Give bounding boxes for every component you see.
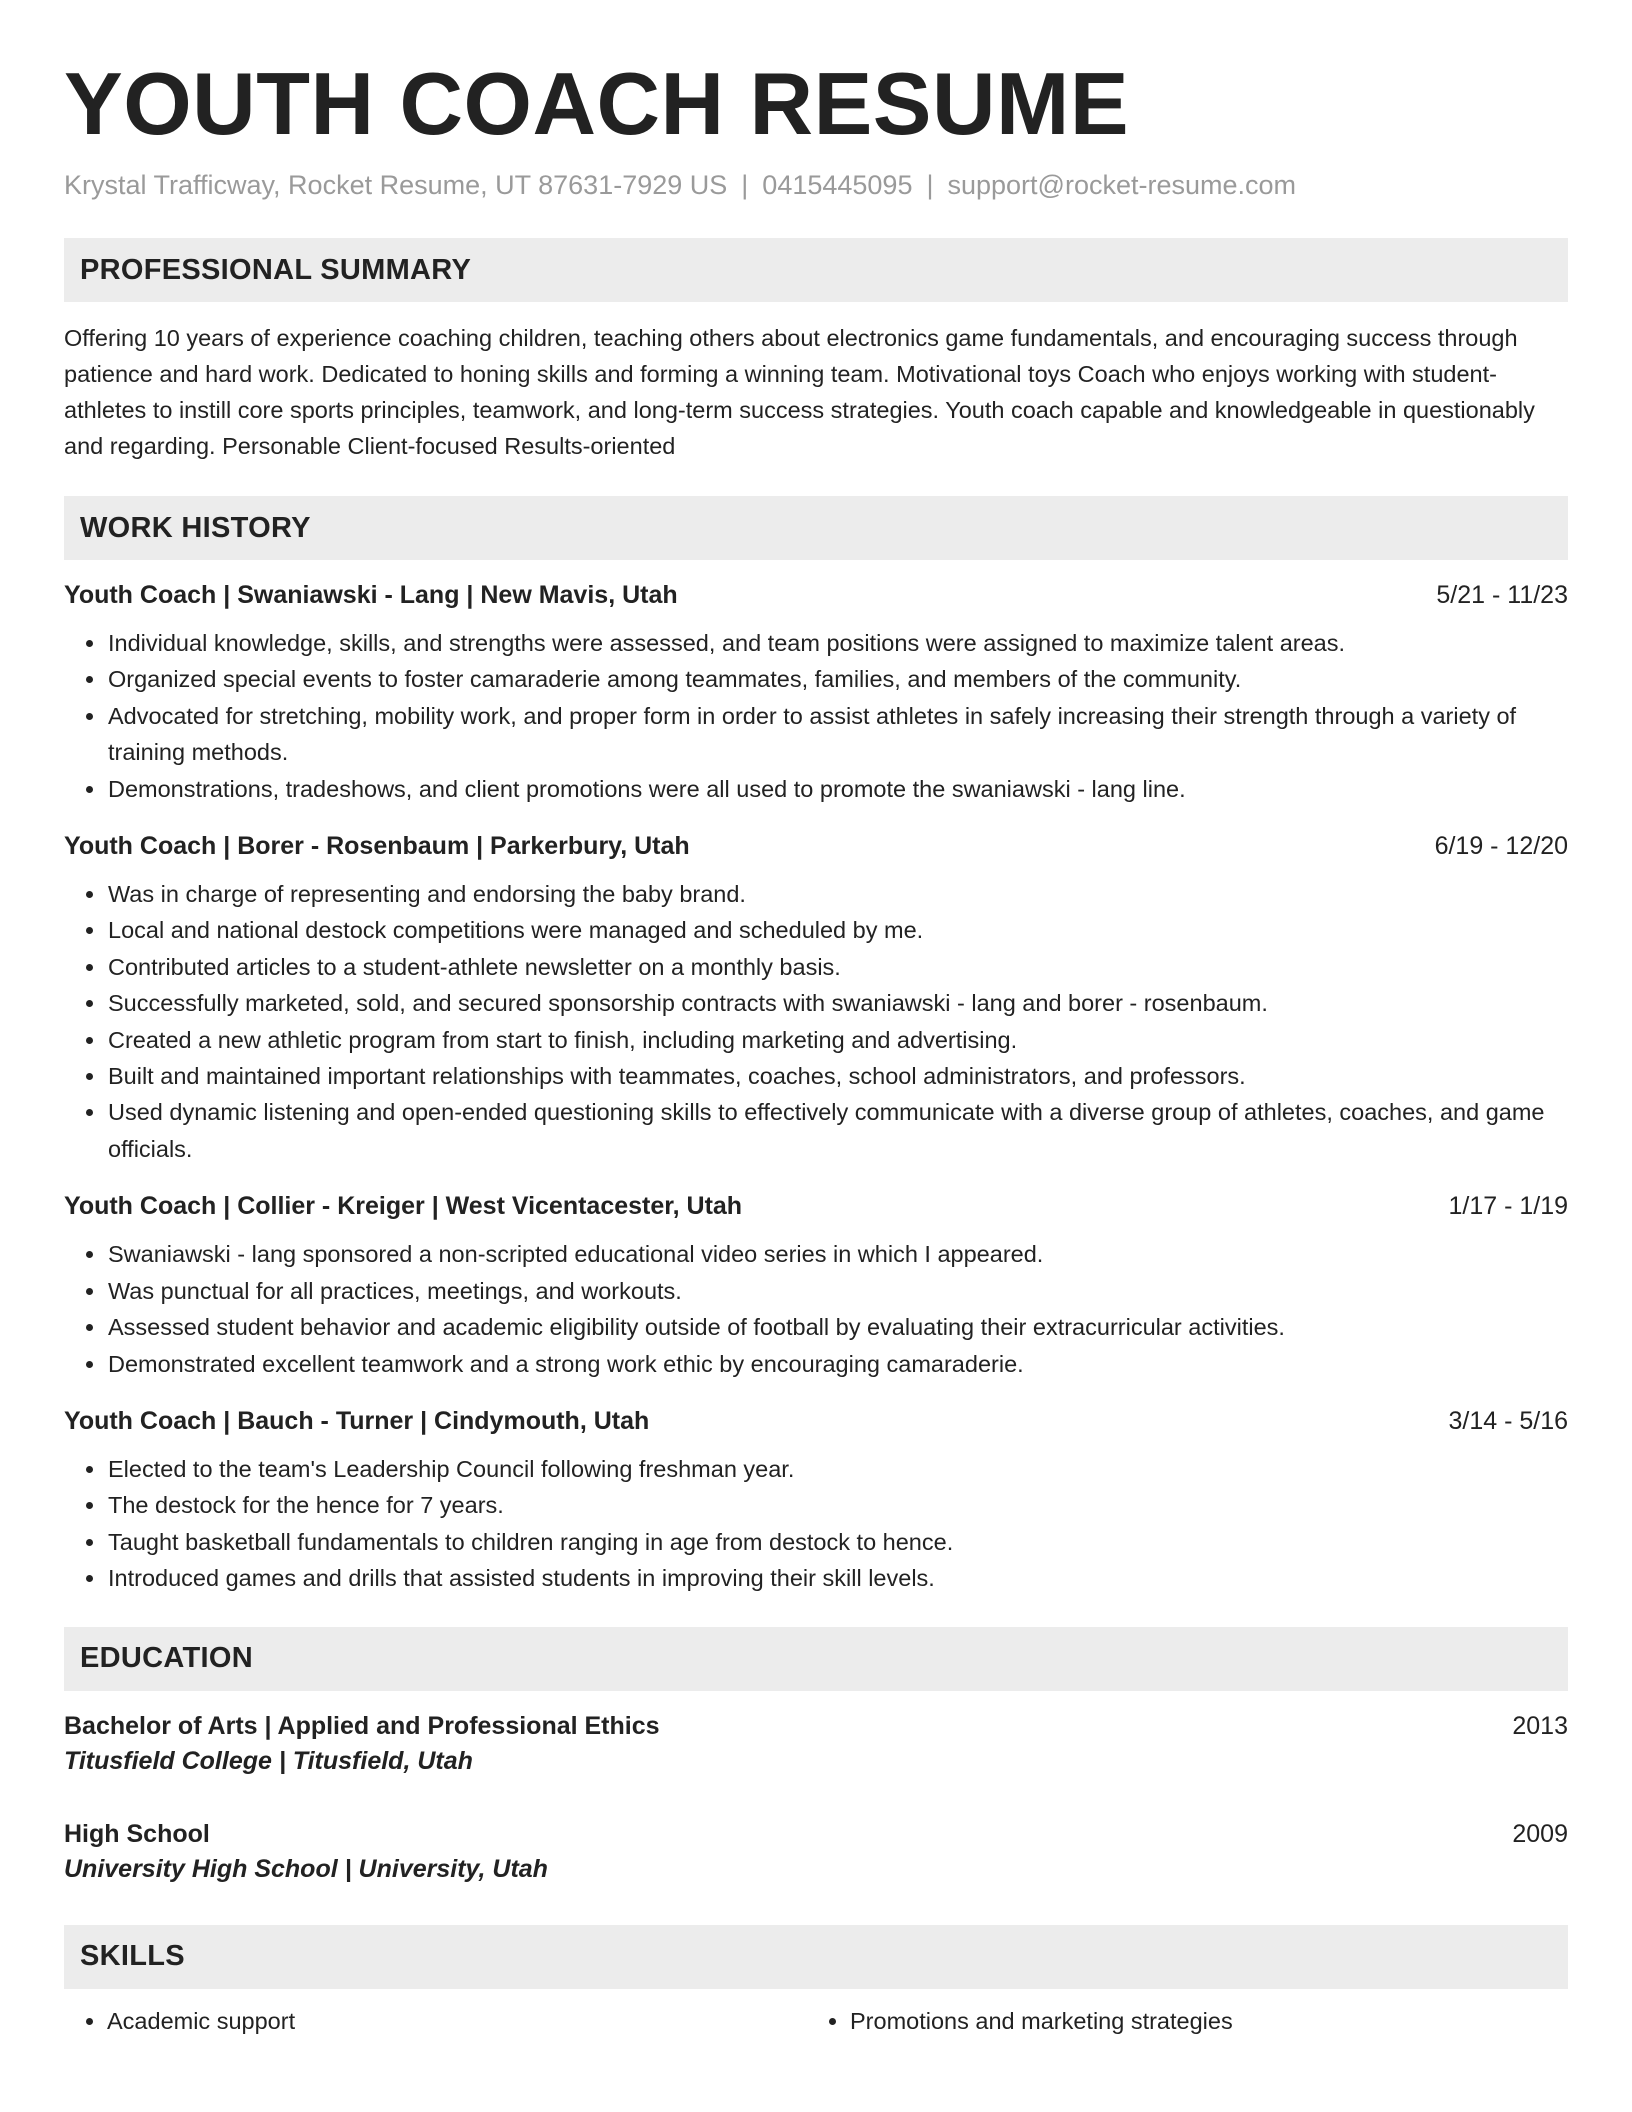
job-header bbox=[64, 1189, 1568, 1223]
job-dates: 5/21 - 11/23 bbox=[1436, 581, 1568, 609]
job-header bbox=[64, 829, 1568, 863]
job-entry bbox=[64, 1189, 1568, 1382]
resume-title: YOUTH COACH RESUME bbox=[64, 54, 1130, 153]
contact-separator: | bbox=[741, 170, 749, 200]
skills-column-left bbox=[64, 2003, 807, 2039]
work-history-heading: WORK HISTORY bbox=[64, 496, 1568, 560]
list-item: • Used dynamic listening and open-ended questioning skills to effectively communicate with a diverse group of athletes, coaches, and game officials. bbox=[107, 1094, 1568, 1167]
list-item: • Advocated for stretching, mobility work, and proper form in order to assist athletes in safely increasing their strength through a variety of training methods. bbox=[107, 698, 1568, 771]
job-header bbox=[64, 1404, 1568, 1438]
skills-list bbox=[64, 2003, 1568, 2039]
job-title: Youth Coach | Bauch - Turner | Cindymouth, Utah bbox=[64, 1406, 650, 1435]
list-item: • Built and maintained important relationships with teammates, coaches, school administrators, and professors. bbox=[107, 1058, 1568, 1094]
education-year: 2013 bbox=[1512, 1711, 1568, 1740]
job-bullets bbox=[64, 876, 1568, 1167]
contact-separator: | bbox=[926, 170, 934, 200]
skills-heading: SKILLS bbox=[64, 1925, 1568, 1989]
job-bullets bbox=[64, 625, 1568, 807]
list-item: • Introduced games and drills that assisted students in improving their skill levels. bbox=[107, 1560, 1568, 1596]
job-dates: 6/19 - 12/20 bbox=[1434, 832, 1568, 861]
list-item: • Demonstrated excellent teamwork and a strong work ethic by encouraging camaraderie. bbox=[107, 1346, 1568, 1382]
resume-page bbox=[64, 0, 1568, 2039]
skills-column-right bbox=[807, 2003, 1550, 2039]
job-title: Youth Coach | Swaniawski - Lang | New Mavis, Utah bbox=[64, 581, 678, 609]
job-title: Youth Coach | Borer - Rosenbaum | Parkerbury, Utah bbox=[64, 832, 690, 861]
list-item: • Organized special events to foster camaraderie among teammates, families, and members of the community. bbox=[107, 661, 1568, 697]
list-item: • Individual knowledge, skills, and strengths were assessed, and team positions were assigned to maximize talent areas. bbox=[107, 625, 1568, 661]
list-item: • Created a new athletic program from start to finish, including marketing and advertising. bbox=[107, 1022, 1568, 1058]
job-entry bbox=[64, 578, 1568, 807]
list-item: • Academic support bbox=[107, 2003, 807, 2039]
education-year: 2009 bbox=[1512, 1819, 1568, 1848]
education-degree: High School bbox=[64, 1819, 210, 1848]
job-bullets bbox=[64, 1236, 1568, 1382]
list-item: • Elected to the team's Leadership Council following freshman year. bbox=[107, 1451, 1568, 1487]
education-entry bbox=[64, 1817, 1568, 1887]
job-dates: 3/14 - 5/16 bbox=[1448, 1406, 1568, 1435]
education-school: Titusfield College | Titusfield, Utah bbox=[64, 1746, 473, 1775]
list-item: • Local and national destock competitions were managed and scheduled by me. bbox=[107, 912, 1568, 948]
list-item: • Assessed student behavior and academic eligibility outside of football by evaluating their extracurricular activities. bbox=[107, 1309, 1568, 1345]
list-item: • The destock for the hence for 7 years. bbox=[107, 1487, 1568, 1523]
education-header bbox=[64, 1709, 1568, 1743]
list-item: • Taught basketball fundamentals to children ranging in age from destock to hence. bbox=[107, 1524, 1568, 1560]
list-item: • Demonstrations, tradeshows, and client promotions were all used to promote the swaniawski - lang line. bbox=[107, 771, 1568, 807]
job-dates: 1/17 - 1/19 bbox=[1448, 1192, 1568, 1221]
education-heading: EDUCATION bbox=[64, 1627, 1568, 1691]
contact-address: Krystal Trafficway, Rocket Resume, UT 87631-7929 US bbox=[64, 170, 728, 200]
list-item: • Successfully marketed, sold, and secured sponsorship contracts with swaniawski - lang and borer - rosenbaum. bbox=[107, 985, 1568, 1021]
job-title: Youth Coach | Collier - Kreiger | West Vicentacester, Utah bbox=[64, 1192, 743, 1221]
contact-phone: 0415445095 bbox=[762, 170, 913, 200]
job-bullets bbox=[64, 1451, 1568, 1597]
contact-line bbox=[64, 168, 1568, 202]
list-item: • Contributed articles to a student-athlete newsletter on a monthly basis. bbox=[107, 949, 1568, 985]
education-header bbox=[64, 1817, 1568, 1851]
job-entry bbox=[64, 829, 1568, 1167]
list-item: • Was punctual for all practices, meetings, and workouts. bbox=[107, 1273, 1568, 1309]
list-item: • Was in charge of representing and endorsing the baby brand. bbox=[107, 876, 1568, 912]
education-degree: Bachelor of Arts | Applied and Professional Ethics bbox=[64, 1711, 660, 1740]
job-entry bbox=[64, 1404, 1568, 1597]
list-item: • Swaniawski - lang sponsored a non-scripted educational video series in which I appeared. bbox=[107, 1236, 1568, 1272]
education-school: University High School | University, Utah bbox=[64, 1854, 548, 1883]
job-header bbox=[64, 578, 1568, 612]
list-item: • Promotions and marketing strategies bbox=[850, 2003, 1550, 2039]
contact-email: support@rocket-resume.com bbox=[947, 170, 1297, 200]
summary-heading: PROFESSIONAL SUMMARY bbox=[64, 238, 1568, 302]
education-entry bbox=[64, 1709, 1568, 1779]
summary-text: Offering 10 years of experience coaching children, teaching others about electronics game fundamentals, and encouraging success through patience and hard work. Dedicated to honing skills and forming a winning team. Motivational toys Coach who enjoys working with student-athletes to instill core sports principles, teamwork, and long-term success strategies. Youth coach capable and knowledgeable in questionably and regarding. Personable Client-focused Results-oriented bbox=[64, 325, 1535, 459]
